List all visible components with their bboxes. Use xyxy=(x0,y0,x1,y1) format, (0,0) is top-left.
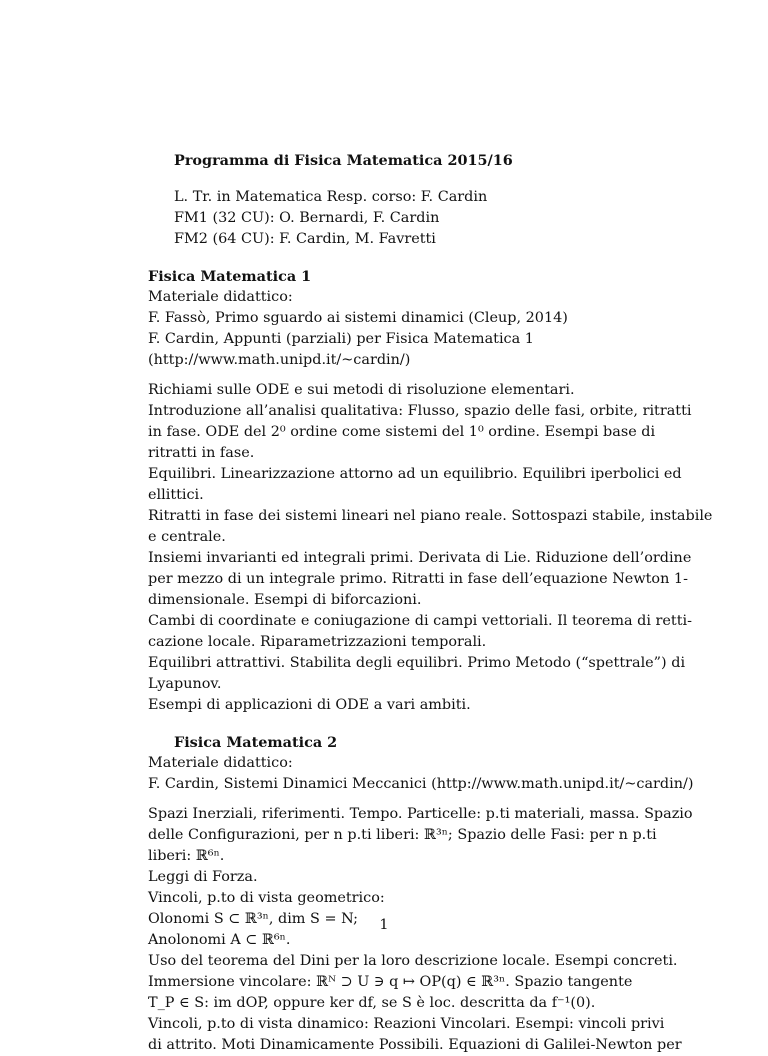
topic-line: Leggi di Forza. xyxy=(148,869,258,885)
topic-line: Lyapunov. xyxy=(148,676,222,692)
fm1-topics xyxy=(148,380,713,716)
topic-line: Insiemi invarianti ed integrali primi. Derivata di Lie. Riduzione dell’ordine xyxy=(148,550,692,566)
topic-line: Esempi di applicazioni di ODE a vari ambiti. xyxy=(148,697,471,713)
staff-line: FM2 (64 CU): F. Cardin, M. Favretti xyxy=(174,231,436,247)
materials-line: F. Cardin, Sistemi Dinamici Meccanici (http://www.math.unipd.it/~cardin/) xyxy=(148,776,694,792)
staff-line: L. Tr. in Matematica Resp. corso: F. Cardin xyxy=(174,189,488,205)
section-heading-fm1: Fisica Matematica 1 xyxy=(148,268,312,285)
topic-line: delle Configurazioni, per n p.ti liberi: ℝ³ⁿ; Spazio delle Fasi: per n p.ti xyxy=(148,827,657,843)
staff-line: FM1 (32 CU): O. Bernardi, F. Cardin xyxy=(174,210,440,226)
topic-line: Spazi Inerziali, riferimenti. Tempo. Particelle: p.ti materiali, massa. Spazio xyxy=(148,806,693,822)
topic-line: Vincoli, p.to di vista dinamico: Reazioni Vincolari. Esempi: vincoli privi xyxy=(148,1016,665,1032)
topic-line: in fase. ODE del 2⁰ ordine come sistemi del 1⁰ ordine. Esempi base di xyxy=(148,424,656,440)
topic-line: Equilibri attrattivi. Stabilita degli equilibri. Primo Metodo (“spettrale”) di xyxy=(148,655,686,671)
topic-line: Richiami sulle ODE e sui metodi di risoluzione elementari. xyxy=(148,382,575,398)
topic-line: Anolonomi A ⊂ ℝ⁶ⁿ. xyxy=(148,932,291,948)
fm2-materials xyxy=(148,753,694,795)
course-staff xyxy=(174,187,624,250)
topic-line: Introduzione all’analisi qualitativa: Flusso, spazio delle fasi, orbite, ritratti xyxy=(148,403,692,419)
topic-line: Immersione vincolare: ℝᴺ ⊃ U ∋ q ↦ OP(q) ∈ ℝ³ⁿ. Spazio tangente xyxy=(148,974,633,990)
topic-line: T_P ∈ S: im dOP, oppure ker df, se S è loc. descritta da f⁻¹(0). xyxy=(148,995,596,1011)
materials-line: F. Fassò, Primo sguardo ai sistemi dinamici (Cleup, 2014) xyxy=(148,310,568,326)
topic-line: di attrito. Moti Dinamicamente Possibili. Equazioni di Galilei-Newton per xyxy=(148,1037,682,1053)
topic-line: Cambi di coordinate e coniugazione di campi vettoriali. Il teorema di retti- xyxy=(148,613,692,629)
topic-line: e centrale. xyxy=(148,529,226,545)
topic-line: Vincoli, p.to di vista geometrico: xyxy=(148,890,385,906)
topic-line: dimensionale. Esempi di biforcazioni. xyxy=(148,592,422,608)
section-heading-fm2: Fisica Matematica 2 xyxy=(174,734,338,751)
materials-line: (http://www.math.unipd.it/~cardin/) xyxy=(148,352,411,368)
materials-line: F. Cardin, Appunti (parziali) per Fisica Matematica 1 xyxy=(148,331,534,347)
topic-line: Uso del teorema del Dini per la loro descrizione locale. Esempi concreti. xyxy=(148,953,678,969)
document-title: Programma di Fisica Matematica 2015/16 xyxy=(174,152,513,169)
topic-line: per mezzo di un integrale primo. Ritratti in fase dell’equazione Newton 1- xyxy=(148,571,688,587)
page-number: 1 xyxy=(379,917,389,933)
topic-line: Equilibri. Linearizzazione attorno ad un equilibrio. Equilibri iperbolici ed xyxy=(148,466,682,482)
materials-line: Materiale didattico: xyxy=(148,755,293,771)
topic-line: Ritratti in fase dei sistemi lineari nel piano reale. Sottospazi stabile, instabile xyxy=(148,508,713,524)
materials-line: Materiale didattico: xyxy=(148,289,293,305)
topic-line: cazione locale. Riparametrizzazioni temporali. xyxy=(148,634,487,650)
topic-line: Olonomi S ⊂ ℝ³ⁿ, dim S = N; xyxy=(148,911,359,927)
topic-line: liberi: ℝ⁶ⁿ. xyxy=(148,848,225,864)
topic-line: ritratti in fase. xyxy=(148,445,255,461)
fm1-materials xyxy=(148,287,624,371)
topic-line: ellittici. xyxy=(148,487,204,503)
